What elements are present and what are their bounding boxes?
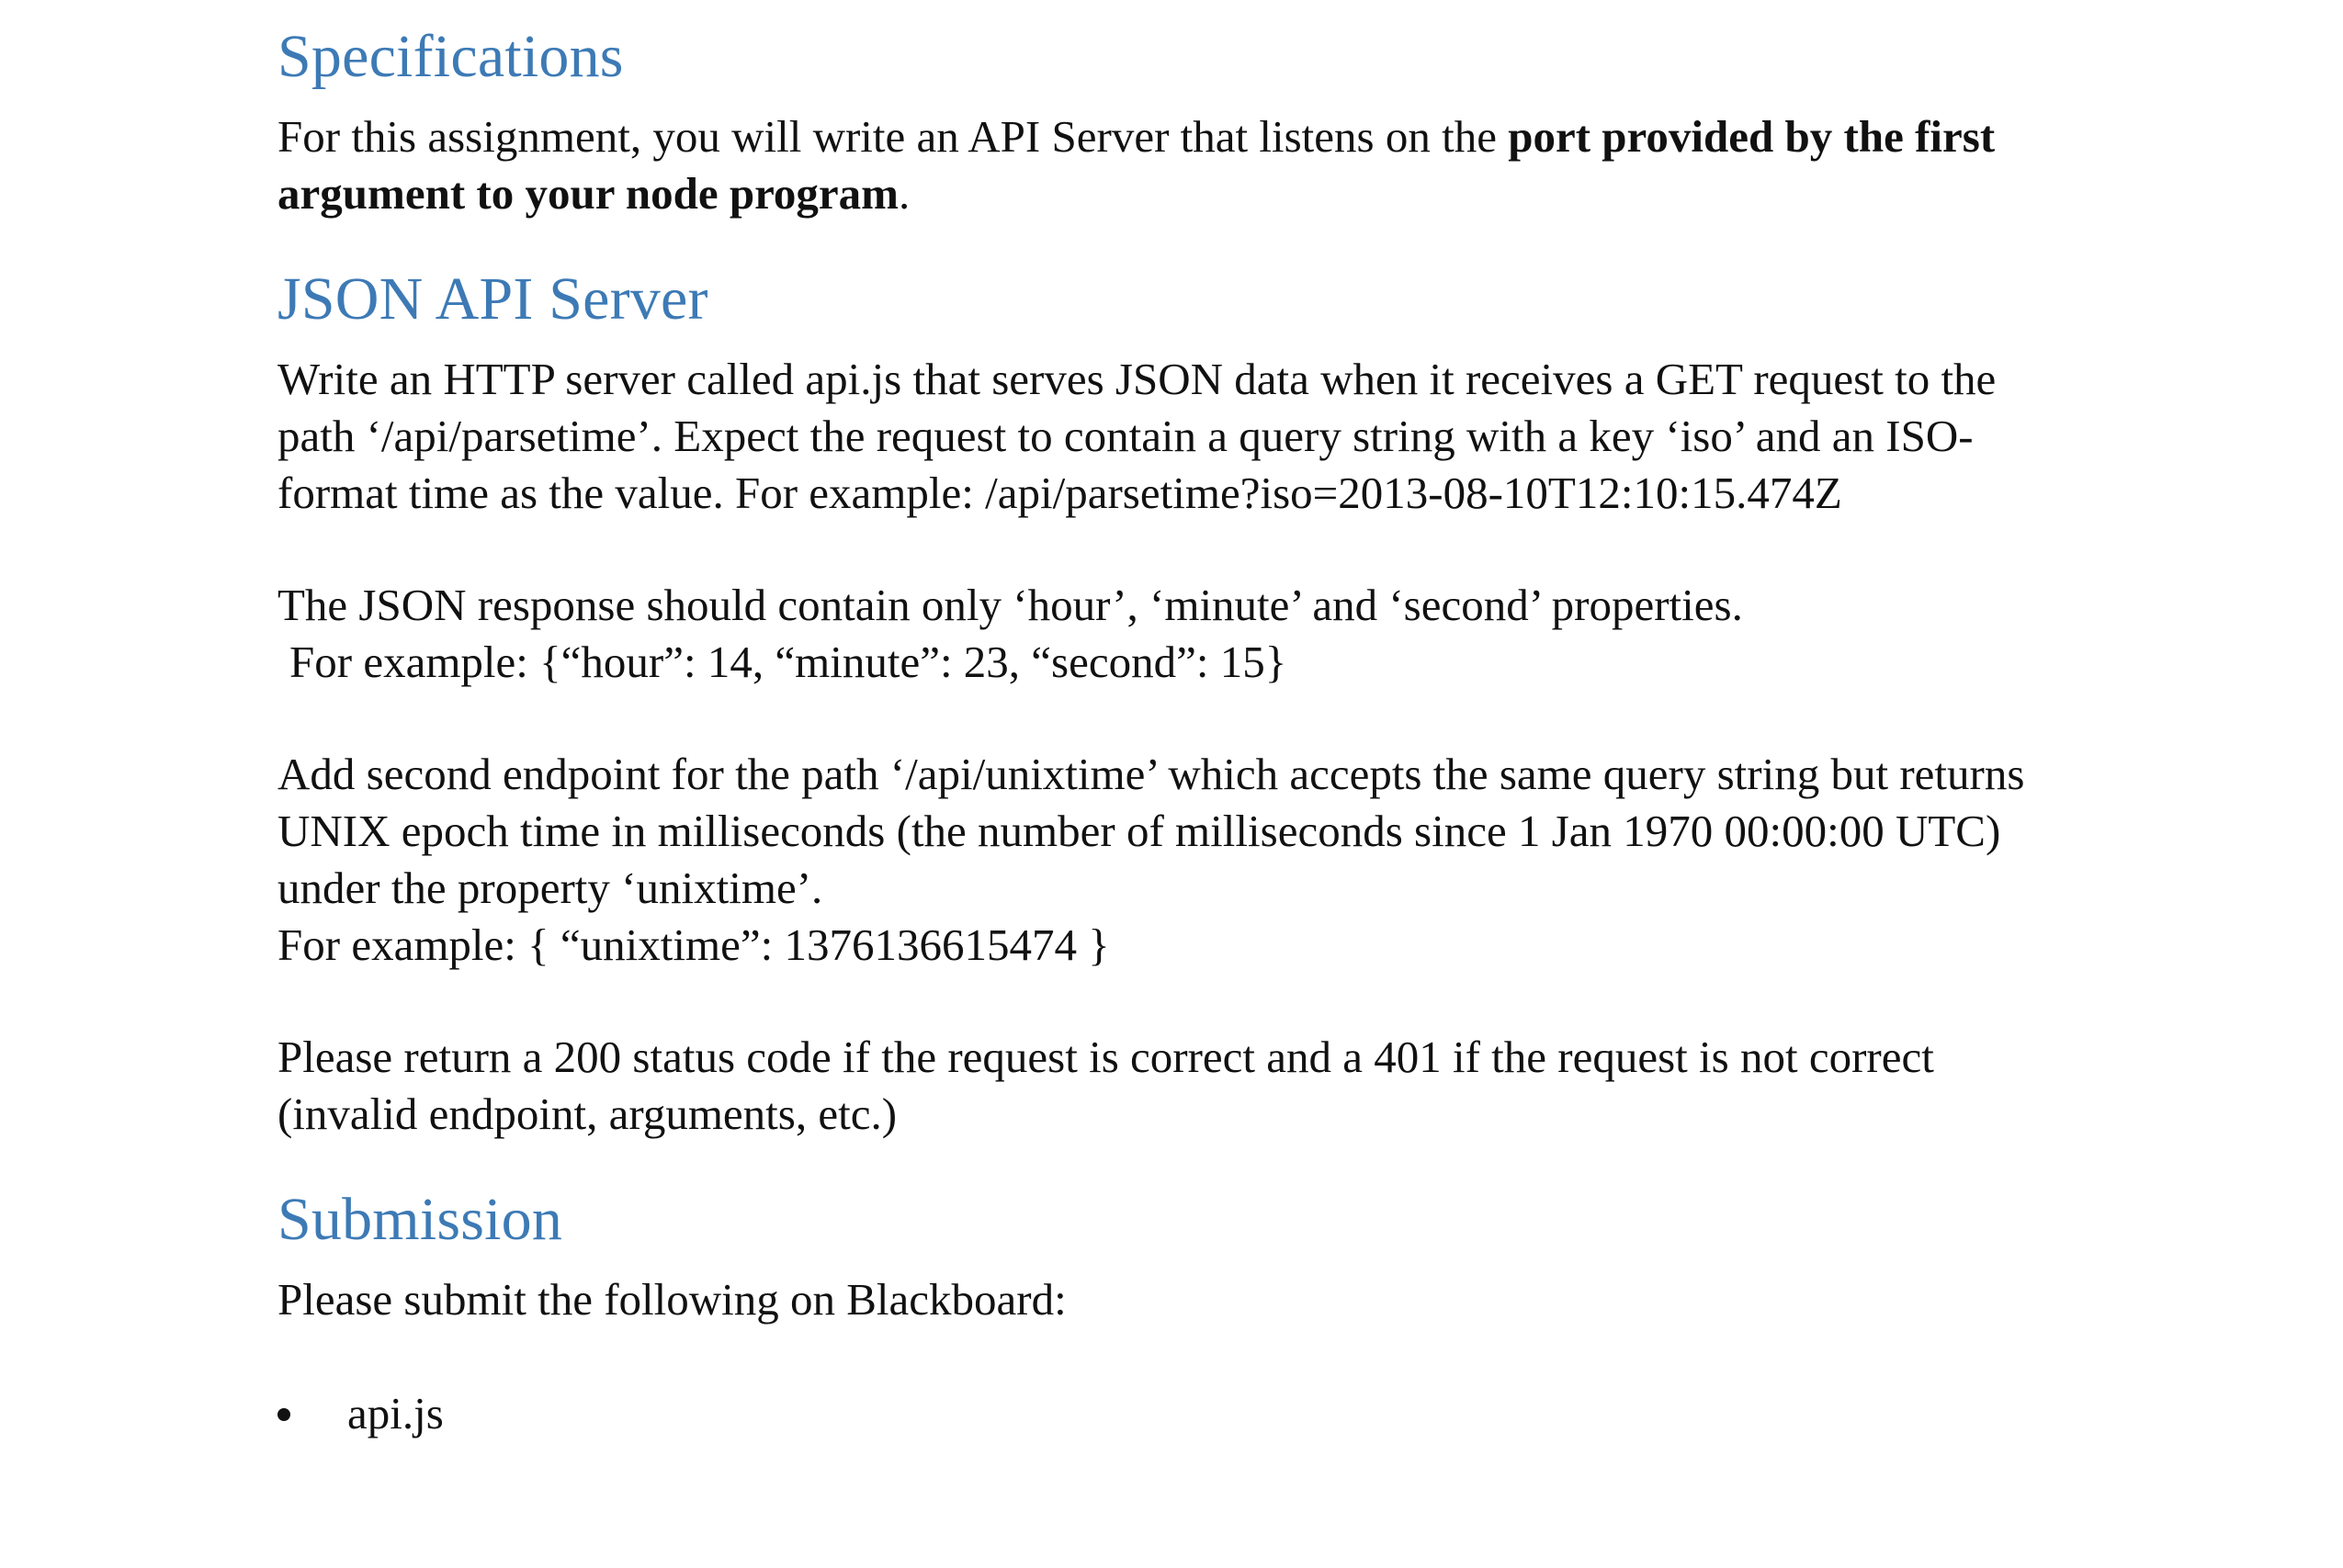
bullet-icon — [277, 1408, 290, 1421]
json-api-para2-line2: For example: {“hour”: 14, “minute”: 23, “second”: 15} — [289, 637, 1287, 687]
document-content — [277, 20, 2106, 1442]
json-api-para4-line1: Please return a 200 status code if the request is correct and a 401 if the request is not correct — [277, 1032, 1934, 1082]
json-api-para3-line2: UNIX epoch time in milliseconds (the number of milliseconds since 1 Jan 1970 00:00:00 UTC) — [277, 806, 2001, 856]
specifications-intro-bold: port provided by the first argument to your node program — [277, 111, 1996, 219]
json-api-para3-line1: Add second endpoint for the path ‘/api/unixtime’ which accepts the same query string but returns — [277, 749, 2025, 799]
specifications-intro-text: For this assignment, you will write an API Server that listens on the — [277, 111, 1509, 162]
json-api-para1-line2: path ‘/api/parsetime’. Expect the request to contain a query string with a key ‘iso’ and an ISO- — [277, 411, 1974, 461]
specifications-paragraph — [277, 108, 2106, 222]
heading-submission: Submission — [277, 1186, 563, 1253]
paragraph-spacer — [277, 691, 2106, 746]
specifications-intro-end: . — [899, 168, 911, 219]
submission-item-label: api.js — [347, 1388, 444, 1438]
json-api-paragraph-2 — [277, 577, 2106, 691]
submission-list — [277, 1385, 2106, 1442]
submission-intro: Please submit the following on Blackboard: — [277, 1274, 1067, 1325]
paragraph-spacer — [277, 522, 2106, 577]
heading-specifications: Specifications — [277, 23, 624, 90]
json-api-para1-line1: Write an HTTP server called api.js that serves JSON data when it receives a GET request to the — [277, 354, 1997, 404]
json-api-paragraph-1 — [277, 351, 2106, 522]
json-api-paragraph-4 — [277, 1029, 2106, 1143]
heading-json-api-server: JSON API Server — [277, 265, 708, 333]
json-api-para3-line4: For example: { “unixtime”: 1376136615474 } — [277, 919, 1110, 970]
paragraph-spacer — [277, 974, 2106, 1029]
json-api-para4-line2: (invalid endpoint, arguments, etc.) — [277, 1089, 898, 1139]
json-api-para3-line3: under the property ‘unixtime’. — [277, 863, 823, 913]
json-api-para2-line1: The JSON response should contain only ‘hour’, ‘minute’ and ‘second’ properties. — [277, 580, 1743, 630]
list-item — [277, 1385, 2106, 1442]
json-api-paragraph-3 — [277, 746, 2106, 974]
json-api-para1-line3: format time as the value. For example: /api/parsetime?iso=2013-08-10T12:10:15.474Z — [277, 468, 1842, 518]
